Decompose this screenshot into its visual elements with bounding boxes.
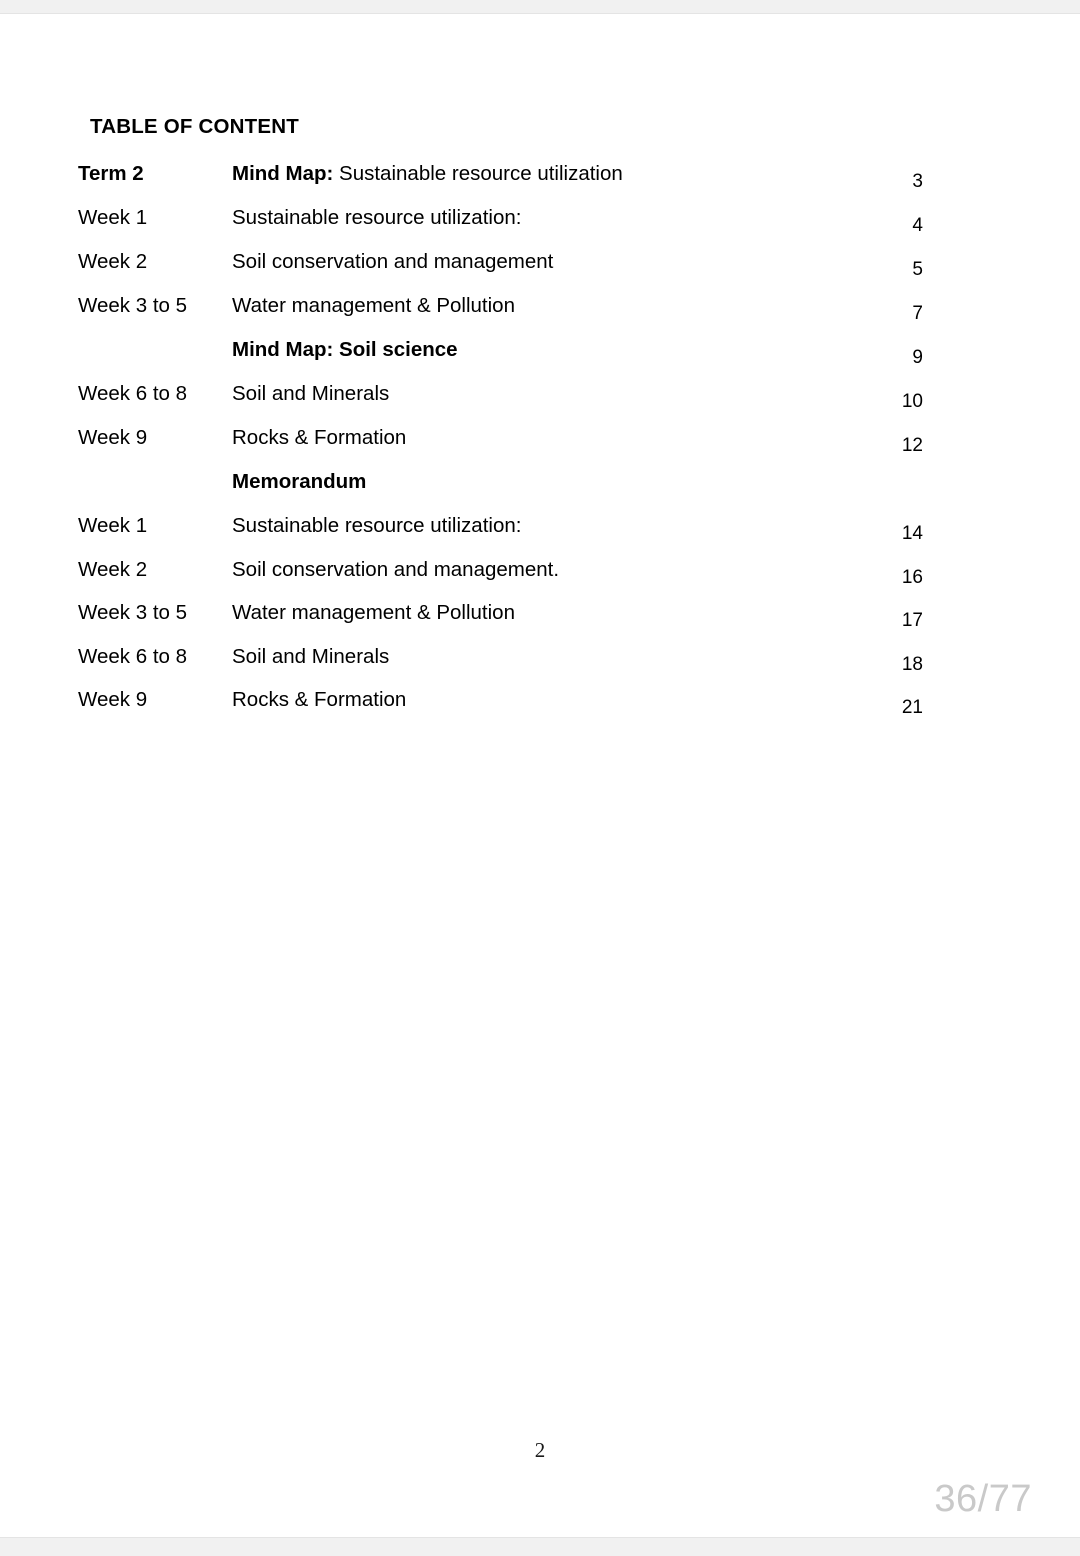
viewer-page-counter: 36/77 bbox=[934, 1478, 1032, 1520]
table-row[interactable] bbox=[78, 162, 923, 206]
toc-page-number: 7 bbox=[912, 303, 923, 324]
toc-page-number: 18 bbox=[901, 653, 923, 675]
toc-page-number: 16 bbox=[901, 566, 923, 588]
toc-entry-title bbox=[232, 601, 515, 625]
toc-term-label: Week 2 bbox=[78, 557, 148, 581]
toc-entry-title-rest: Sustainable resource utilization: bbox=[232, 514, 522, 537]
toc-entry-title-rest: Rocks & Formation bbox=[232, 426, 407, 449]
table-row[interactable] bbox=[78, 250, 923, 294]
table-row[interactable] bbox=[78, 688, 923, 732]
table-row[interactable] bbox=[78, 338, 923, 382]
table-row[interactable] bbox=[78, 426, 923, 470]
toc-term-label: Week 1 bbox=[78, 206, 148, 229]
toc-page-number: 12 bbox=[901, 435, 923, 456]
toc-term-label: Week 1 bbox=[78, 514, 148, 537]
toc-page-number: 17 bbox=[901, 610, 923, 631]
toc-entry-title bbox=[232, 645, 389, 669]
viewer-top-band bbox=[0, 0, 1080, 14]
toc-entry-title-rest: Sustainable resource utilization bbox=[333, 162, 623, 185]
toc-term-label: Week 6 to 8 bbox=[78, 382, 188, 405]
toc-entry-title-rest: Water management & Pollution bbox=[232, 294, 515, 317]
toc-page-number: 3 bbox=[912, 171, 923, 192]
page-title: TABLE OF CONTENT bbox=[90, 115, 299, 138]
toc-page-number: 9 bbox=[912, 347, 923, 368]
toc-page-number: 10 bbox=[901, 391, 923, 412]
toc-term-label: Term 2 bbox=[78, 162, 144, 185]
toc-page-number: 4 bbox=[912, 215, 923, 236]
toc-entry-title bbox=[232, 514, 521, 538]
toc-entry-title bbox=[232, 206, 521, 230]
toc-term-label: Week 9 bbox=[78, 688, 148, 711]
table-row[interactable] bbox=[78, 294, 923, 338]
toc-entry-title bbox=[232, 382, 389, 406]
table-row[interactable] bbox=[78, 645, 923, 689]
toc-entry-title-rest: Soil and Minerals bbox=[232, 382, 390, 405]
toc-term-label: Week 3 to 5 bbox=[78, 294, 188, 317]
table-row[interactable] bbox=[78, 470, 923, 514]
toc-page-number: 5 bbox=[912, 259, 923, 280]
toc-entry-title-lead: Mind Map: bbox=[232, 162, 334, 185]
toc-term-label: Week 3 to 5 bbox=[78, 601, 188, 624]
table-of-contents bbox=[78, 162, 923, 732]
toc-entry-title-rest: Water management & Pollution bbox=[232, 601, 515, 624]
toc-entry-title bbox=[232, 426, 406, 450]
toc-entry-title bbox=[232, 294, 515, 318]
toc-entry-title bbox=[232, 338, 458, 362]
toc-entry-title bbox=[232, 688, 406, 712]
table-row[interactable] bbox=[78, 382, 923, 426]
toc-term-label: Week 6 to 8 bbox=[78, 644, 188, 668]
toc-page-number: 14 bbox=[901, 523, 923, 544]
toc-entry-title-rest: Sustainable resource utilization: bbox=[232, 206, 522, 229]
document-folio-number: 2 bbox=[534, 1438, 546, 1462]
toc-term-label: Week 2 bbox=[78, 250, 148, 273]
toc-entry-title bbox=[232, 250, 553, 274]
toc-entry-title-lead: Memorandum bbox=[232, 470, 367, 493]
table-row[interactable] bbox=[78, 514, 923, 558]
toc-entry-title-rest: Soil conservation and management bbox=[232, 250, 554, 273]
toc-term-label: Week 9 bbox=[78, 426, 148, 449]
toc-entry-title-rest: Soil and Minerals bbox=[232, 644, 390, 668]
toc-entry-title bbox=[232, 162, 623, 186]
table-row[interactable] bbox=[78, 558, 923, 602]
toc-entry-title-rest: Soil conservation and management. bbox=[232, 557, 560, 581]
table-row[interactable] bbox=[78, 601, 923, 645]
toc-entry-title bbox=[232, 558, 559, 582]
viewer-bottom-band bbox=[0, 1537, 1080, 1556]
toc-entry-title-rest: Rocks & Formation bbox=[232, 688, 407, 711]
toc-page-number: 21 bbox=[901, 697, 923, 718]
table-row[interactable] bbox=[78, 206, 923, 250]
toc-entry-title bbox=[232, 470, 366, 494]
document-page bbox=[0, 14, 1080, 1537]
toc-entry-title-lead: Mind Map: Soil science bbox=[232, 338, 458, 361]
